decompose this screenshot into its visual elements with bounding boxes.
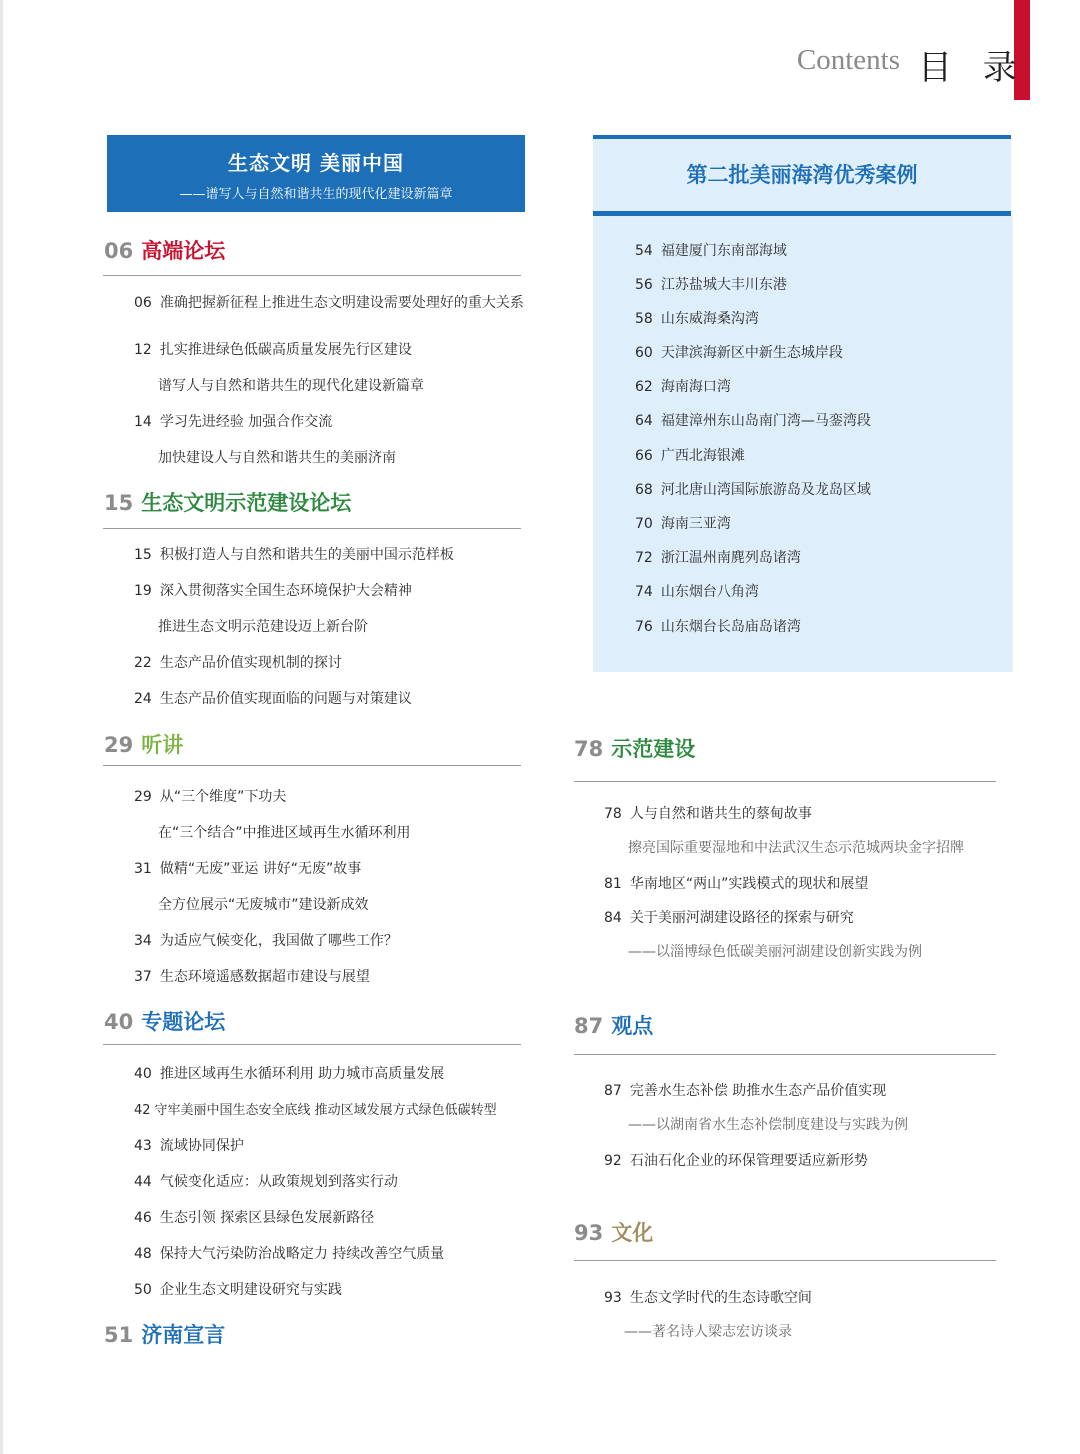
toc-item[interactable] [604,803,812,823]
item-title: 山东烟台八角湾 [660,584,759,600]
case-item[interactable] [635,581,759,601]
section-heading-29[interactable] [104,729,183,759]
item-title: 福建漳州东山岛南门湾—马銮湾段 [660,413,871,429]
item-title: 华南地区“两山”实践模式的现状和展望 [629,876,869,892]
item-title: 山东烟台长岛庙岛诸湾 [660,619,801,635]
page-number: 72 [635,550,653,566]
item-title: 为适应气候变化，我国做了哪些工作？ [159,933,398,949]
page-number: 58 [635,311,653,327]
page-number: 92 [604,1153,622,1169]
section-title: 高端论坛 [141,239,226,263]
page-number: 43 [134,1138,152,1154]
theme-banner-subtitle: ——谱写人与自然和谐共生的现代化建设新篇章 [179,187,453,202]
toc-subtitle[interactable]: ——以湖南省水生态补偿制度建设与实践为例 [628,1117,908,1133]
item-title: 福建厦门东南部海域 [660,243,787,259]
section-number: 15 [104,491,134,515]
theme-banner-title: 生态文明 美丽中国 [228,151,404,175]
case-item[interactable] [635,479,871,499]
case-item[interactable] [635,274,787,294]
section-title: 文化 [611,1221,654,1245]
page-number: 87 [604,1083,622,1099]
item-title: 生态环境遥感数据超市建设与展望 [159,969,370,985]
section-heading-93[interactable] [574,1217,653,1247]
section-heading-78[interactable] [574,733,695,763]
section-heading-15[interactable] [104,487,351,517]
section-rule [574,1260,996,1261]
toc-subtitle[interactable]: ——著名诗人梁志宏访谈录 [624,1324,792,1340]
toc-subtitle[interactable]: 全方位展示“无废城市”建设新成效 [158,897,369,913]
page-number: 37 [134,969,152,985]
toc-subtitle[interactable]: 谱写人与自然和谐共生的现代化建设新篇章 [158,378,424,394]
toc-item[interactable] [604,1080,886,1100]
item-title: 生态产品价值实现面临的问题与对策建议 [159,691,412,707]
section-rule [574,781,996,782]
item-title: 关于美丽河湖建设路径的探索与研究 [629,910,854,926]
section-number: 06 [104,239,134,263]
item-title: 石油石化企业的环保管理要适应新形势 [629,1153,868,1169]
section-number: 40 [104,1010,134,1034]
page-number: 48 [134,1246,152,1262]
page-number: 46 [134,1210,152,1226]
toc-item[interactable] [134,339,412,359]
section-heading-06[interactable] [104,235,225,265]
item-title: 海南海口湾 [660,379,731,395]
item-title: 积极打造人与自然和谐共生的美丽中国示范样板 [159,547,454,563]
page-number: 14 [134,414,152,430]
toc-item[interactable] [134,292,524,312]
case-item[interactable] [635,547,801,567]
item-title: 流域协同保护 [159,1138,244,1154]
toc-item[interactable] [134,580,412,600]
toc-item[interactable] [134,858,361,878]
toc-item[interactable] [134,1063,444,1083]
toc-item[interactable] [134,544,454,564]
toc-item[interactable] [134,1279,342,1299]
item-title: 江苏盐城大丰川东港 [660,277,787,293]
toc-item[interactable] [134,1171,398,1191]
case-item[interactable] [635,445,745,465]
section-number: 78 [574,737,604,761]
item-title: 气候变化适应：从政策规划到落实行动 [159,1174,398,1190]
toc-item[interactable] [134,1207,374,1227]
page-number: 50 [134,1282,152,1298]
section-heading-51[interactable] [104,1319,225,1349]
toc-item[interactable] [134,652,342,672]
section-number: 51 [104,1323,134,1347]
section-heading-87[interactable] [574,1010,653,1040]
toc-subtitle[interactable]: ——以淄博绿色低碳美丽河湖建设创新实践为例 [628,944,922,960]
page-number: 12 [134,342,152,358]
case-item[interactable] [635,410,871,430]
page-number: 34 [134,933,152,949]
page-number: 31 [134,861,152,877]
item-title: 海南三亚湾 [660,516,731,532]
section-rule [574,1054,996,1055]
toc-item[interactable] [134,688,412,708]
toc-item[interactable] [134,411,332,431]
page-number: 68 [635,482,653,498]
section-rule [103,765,521,766]
section-title: 济南宣言 [141,1323,226,1347]
item-title: 企业生态文明建设研究与实践 [159,1282,342,1298]
item-title: 山东威海桑沟湾 [660,311,759,327]
page-number: 62 [635,379,653,395]
section-rule [103,1044,521,1045]
page-number: 44 [134,1174,152,1190]
page-edge [0,0,3,1454]
toc-subtitle[interactable]: 推进生态文明示范建设迈上新台阶 [158,619,368,635]
toc-item[interactable] [134,1099,497,1118]
case-item[interactable] [635,308,759,328]
case-item[interactable] [635,616,801,636]
item-title: 生态产品价值实现机制的探讨 [159,655,342,671]
toc-item[interactable] [604,1287,812,1307]
page-number: 93 [604,1290,622,1306]
section-title: 听讲 [141,733,184,757]
section-title: 专题论坛 [141,1010,226,1034]
item-title: 从“三个维度”下功夫 [159,789,287,805]
item-title: 生态文学时代的生态诗歌空间 [629,1290,812,1306]
section-number: 87 [574,1014,604,1038]
section-number: 93 [574,1221,604,1245]
section-heading-40[interactable] [104,1006,225,1036]
item-title: 深入贯彻落实全国生态环境保护大会精神 [159,583,412,599]
section-rule [103,528,521,529]
page-number: 84 [604,910,622,926]
toc-item[interactable] [134,966,370,986]
case-item[interactable] [635,342,843,362]
page-number: 54 [635,243,653,259]
item-title: 扎实推进绿色低碳高质量发展先行区建设 [159,342,412,358]
item-title: 完善水生态补偿 助推水生态产品价值实现 [629,1083,887,1099]
page-number: 78 [604,806,622,822]
section-number: 29 [104,733,134,757]
toc-item[interactable] [604,1150,868,1170]
toc-subtitle[interactable]: 加快建设人与自然和谐共生的美丽济南 [158,450,396,466]
page-number: 64 [635,413,653,429]
page-number: 40 [134,1066,152,1082]
theme-banner [107,135,525,212]
toc-item[interactable] [134,786,286,806]
item-title: 推进区域再生水循环利用 助力城市高质量发展 [159,1066,445,1082]
page-number: 60 [635,345,653,361]
page-number: 66 [635,448,653,464]
section-title: 示范建设 [611,737,696,761]
item-title: 守牢美丽中国生态安全底线 推动区域发展方式绿色低碳转型 [154,1103,497,1118]
item-title: 做精“无废”亚运 讲好“无废”故事 [159,861,362,877]
page-number: 19 [134,583,152,599]
page-number: 74 [635,584,653,600]
case-item[interactable] [635,513,731,533]
toc-item[interactable] [604,907,854,927]
toc-subtitle[interactable]: 擦亮国际重要湿地和中法武汉生态示范城两块金字招牌 [628,840,964,856]
item-title: 浙江温州南麂列岛诸湾 [660,550,801,566]
toc-item[interactable] [134,1135,244,1155]
page-number: 29 [134,789,152,805]
section-title: 生态文明示范建设论坛 [141,491,352,515]
case-item[interactable] [635,240,787,260]
contents-title-cn: 目 录 [918,48,1027,88]
page-number: 56 [635,277,653,293]
item-title: 广西北海银滩 [660,448,745,464]
item-title: 保持大气污染防治战略定力 持续改善空气质量 [159,1246,445,1262]
page-number: 15 [134,547,152,563]
case-item[interactable] [635,376,731,396]
page-number: 22 [134,655,152,671]
section-title: 观点 [611,1014,654,1038]
page-number: 81 [604,876,622,892]
page-number: 70 [635,516,653,532]
page-number: 06 [134,295,152,311]
toc-item[interactable] [134,1243,444,1263]
page-number: 24 [134,691,152,707]
toc-item[interactable] [134,930,398,950]
toc-subtitle[interactable]: 在“三个结合”中推进区域再生水循环利用 [158,825,411,841]
toc-item[interactable] [604,873,868,893]
item-title: 人与自然和谐共生的蔡甸故事 [629,806,812,822]
item-title: 河北唐山湾国际旅游岛及龙岛区域 [660,482,871,498]
item-title: 学习先进经验 加强合作交流 [159,414,333,430]
item-title: 准确把握新征程上推进生态文明建设需要处理好的重大关系 [159,295,524,311]
page-number: 76 [635,619,653,635]
section-rule [103,275,521,276]
item-title: 天津滨海新区中新生态城岸段 [660,345,843,361]
page-number: 42 [134,1103,151,1118]
case-banner: 第二批美丽海湾优秀案例 [593,135,1011,216]
item-title: 生态引领 探索区县绿色发展新路径 [159,1210,375,1226]
contents-title-en: Contents [796,44,900,76]
